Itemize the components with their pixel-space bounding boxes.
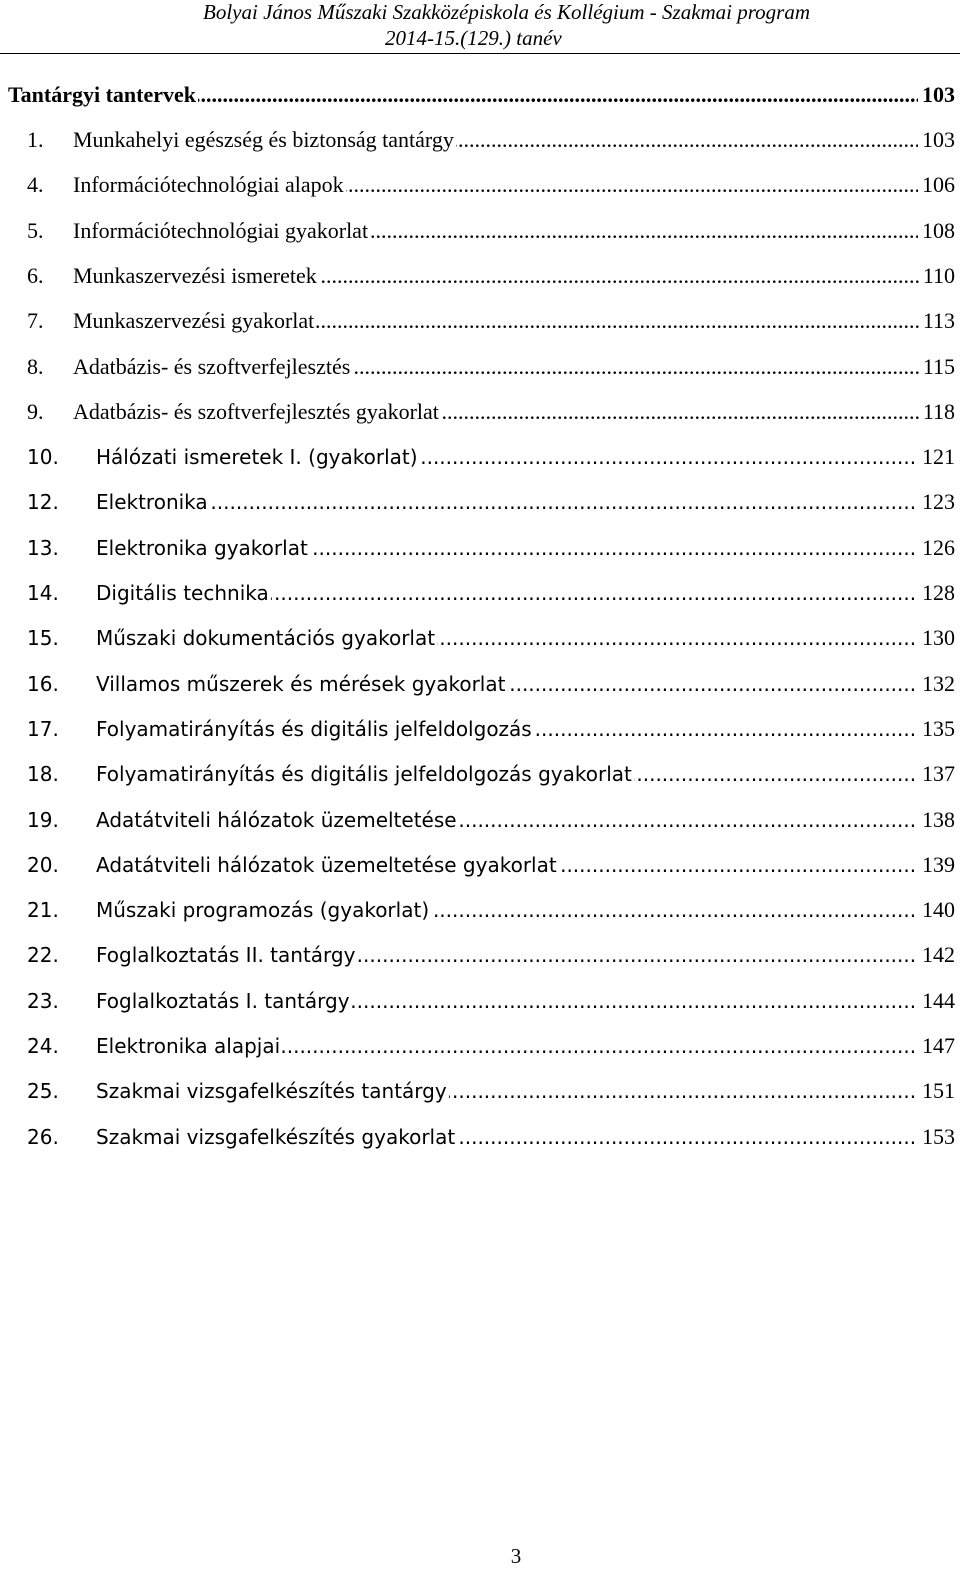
page-header — [0, 0, 960, 54]
toc-entry[interactable] — [0, 352, 960, 382]
toc-entry[interactable] — [0, 1122, 960, 1152]
toc-entry-title: Műszaki programozás (gyakorlat) — [96, 895, 431, 925]
toc-entry-number: 19. — [27, 807, 59, 832]
toc-entry-title: Adatátviteli hálózatok üzemeltetése gyakorlat — [96, 850, 559, 880]
toc-entry-page: 151 — [918, 1076, 955, 1106]
toc-entry-number: 18. — [27, 762, 59, 787]
toc-entry-number: 26. — [27, 1124, 59, 1149]
toc-entry-title: Elektronika alapjai — [96, 1031, 282, 1061]
toc-entry[interactable] — [0, 397, 960, 427]
toc-entry-number: 23. — [27, 988, 59, 1013]
toc-entry-page: 138 — [918, 805, 955, 835]
toc-entry[interactable] — [0, 261, 960, 291]
toc-entry-title: Műszaki dokumentációs gyakorlat — [96, 623, 437, 653]
toc-entry-page: 121 — [918, 442, 955, 472]
toc-entry-number: 8. — [27, 353, 44, 379]
toc-main-title: Tantárgyi tantervek — [8, 80, 198, 110]
toc-entry-title: Hálózati ismeretek I. (gyakorlat) — [96, 442, 420, 472]
toc-entry-number: 13. — [27, 535, 59, 560]
toc-entry[interactable] — [0, 850, 960, 880]
toc-entry-number: 22. — [27, 943, 59, 968]
toc-entry[interactable] — [0, 895, 960, 925]
toc-entry-page: 140 — [918, 895, 955, 925]
toc-entry-title: Adatátviteli hálózatok üzemeltetése — [96, 805, 459, 835]
header-school-year: 2014-15.(129.) tanév — [385, 26, 562, 50]
toc-entry-title: Elektronika — [96, 487, 210, 517]
toc-entry-number: 4. — [27, 172, 44, 198]
toc-entry-page: 132 — [918, 669, 955, 699]
toc-entry-number: 1. — [27, 127, 44, 152]
toc-entry-number: 17. — [27, 716, 59, 741]
toc-entry[interactable] — [0, 986, 960, 1016]
toc-entry-title: Folyamatirányítás és digitális jelfeldolgozás gyakorlat — [96, 759, 634, 789]
toc-entry-page: 139 — [918, 850, 955, 880]
toc-entry-number: 10. — [27, 445, 59, 470]
toc-entry[interactable] — [0, 487, 960, 517]
toc-entry-page: 153 — [918, 1122, 955, 1152]
toc-entry[interactable] — [0, 759, 960, 789]
toc-entry[interactable] — [0, 442, 960, 472]
toc-entry-title: Adatbázis- és szoftverfejlesztés — [73, 352, 352, 382]
toc-entry-number: 16. — [27, 671, 59, 696]
toc-entry[interactable] — [0, 940, 960, 970]
toc-entry-number: 25. — [27, 1079, 59, 1104]
toc-entry[interactable] — [0, 1031, 960, 1061]
toc-entry-title: Foglalkoztatás I. tantárgy — [96, 986, 352, 1016]
toc-entry[interactable] — [0, 170, 960, 200]
toc-entry-number: 7. — [27, 308, 44, 334]
toc-entry-title: Információtechnológiai gyakorlat — [73, 216, 370, 246]
toc-entry-number: 14. — [27, 581, 59, 605]
toc-entry-page: 137 — [918, 759, 955, 789]
toc-entry-title: Elektronika gyakorlat — [96, 533, 310, 563]
toc-entry-page: 113 — [919, 306, 955, 336]
toc-entry-page: 106 — [918, 170, 955, 200]
page-number: 3 — [510, 1544, 522, 1568]
toc-entry-number: 20. — [27, 852, 59, 877]
toc-entry-title: Munkaszervezési gyakorlat — [73, 306, 316, 336]
toc-entry-page: 128 — [918, 578, 955, 608]
toc-entry-page: 110 — [919, 261, 955, 291]
toc-entry-title: Folyamatirányítás és digitális jelfeldolgozás — [96, 714, 534, 744]
toc-entry-number: 15. — [27, 626, 59, 651]
toc-entry-page: 144 — [918, 986, 955, 1016]
toc-entry-page: 126 — [918, 533, 955, 563]
toc-main-page: 103 — [918, 80, 955, 110]
toc-entry[interactable] — [0, 125, 960, 155]
toc-entry-title: Adatbázis- és szoftverfejlesztés gyakorlat — [73, 397, 441, 427]
toc-entry-page: 147 — [918, 1031, 955, 1061]
toc-entry[interactable] — [0, 533, 960, 563]
toc-entry[interactable] — [0, 805, 960, 835]
toc-entry[interactable] — [0, 714, 960, 744]
toc-entry-page: 123 — [918, 487, 955, 517]
toc-entry-page: 108 — [918, 216, 955, 246]
toc-entry-number: 24. — [27, 1034, 59, 1058]
toc-entry-title: Információtechnológiai alapok — [73, 170, 346, 200]
toc-entry-page: 135 — [918, 714, 955, 744]
toc-entry-page: 115 — [919, 352, 955, 382]
toc-entry[interactable] — [0, 669, 960, 699]
toc-entry-title: Szakmai vizsgafelkészítés gyakorlat — [96, 1122, 457, 1152]
toc-entry-title: Digitális technika — [96, 578, 271, 608]
toc-entry-title: Foglalkoztatás II. tantárgy — [96, 940, 357, 970]
toc-main-entry[interactable] — [0, 80, 960, 110]
toc-entry-number: 5. — [27, 217, 44, 243]
toc-entry-title: Szakmai vizsgafelkészítés tantárgy — [96, 1076, 449, 1106]
toc-entry[interactable] — [0, 623, 960, 653]
toc-entry[interactable] — [0, 306, 960, 336]
toc-entry[interactable] — [0, 216, 960, 246]
toc-entry-title: Munkahelyi egészség és biztonság tantárgy — [73, 125, 456, 155]
toc-entry-number: 9. — [27, 398, 44, 424]
toc-entry[interactable] — [0, 578, 960, 608]
toc-entry-title: Munkaszervezési ismeretek — [73, 261, 319, 291]
header-school-name: Bolyai János Műszaki Szakközépiskola és Kollégium - Szakmai program — [203, 0, 810, 24]
toc-entry-number: 6. — [27, 262, 44, 288]
toc-entry-number: 21. — [27, 898, 59, 923]
toc-leader-dots — [96, 487, 955, 517]
toc-entry-number: 12. — [27, 490, 59, 515]
toc-entry-page: 130 — [918, 623, 955, 653]
toc-entry-page: 142 — [918, 940, 955, 970]
toc-entry[interactable] — [0, 1076, 960, 1106]
toc-entry-page: 118 — [919, 397, 955, 427]
toc-entry-title: Villamos műszerek és mérések gyakorlat — [96, 669, 507, 699]
toc-entry-page: 103 — [918, 125, 955, 155]
